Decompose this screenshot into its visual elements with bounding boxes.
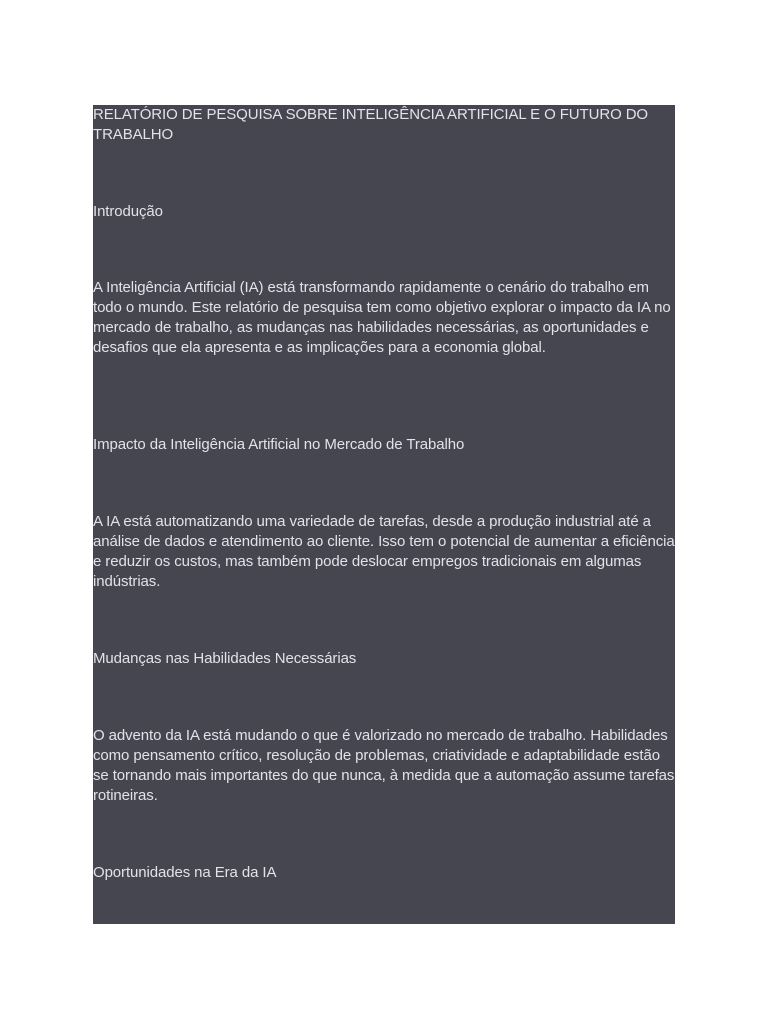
section-body-introducao: A Inteligência Artificial (IA) está transformando rapidamente o cenário do trabalho em todo o mundo. Este relatório de pesquisa tem como objetivo explorar o impacto da IA no mercado de trabalho, as mudanças nas habilidades necessárias, as oportunidades e desafios que ela apresenta e as implicações para a economia global. xyxy=(93,279,671,356)
section-heading-introducao: Introdução xyxy=(93,203,163,220)
section-heading-impacto: Impacto da Inteligência Artificial no Mercado de Trabalho xyxy=(93,436,465,453)
section-heading-habilidades: Mudanças nas Habilidades Necessárias xyxy=(93,650,357,667)
section-heading-oportunidades: Oportunidades na Era da IA xyxy=(93,864,277,881)
document-title: RELATÓRIO DE PESQUISA SOBRE INTELIGÊNCIA ARTIFICIAL E O FUTURO DO TRABALHO xyxy=(93,106,649,143)
document-page xyxy=(93,105,675,924)
section-body-impacto: A IA está automatizando uma variedade de tarefas, desde a produção industrial até a análise de dados e atendimento ao cliente. Isso tem o potencial de aumentar a eficiência e reduzir os custos, mas também pode deslocar empregos tradicionais em algumas indústrias. xyxy=(93,513,675,590)
section-body-habilidades: O advento da IA está mudando o que é valorizado no mercado de trabalho. Habilidades como pensamento crítico, resolução de problemas, criatividade e adaptabilidade estão se tornando mais importantes do que nunca, à medida que a automação assume tarefas rotineiras. xyxy=(93,727,675,804)
